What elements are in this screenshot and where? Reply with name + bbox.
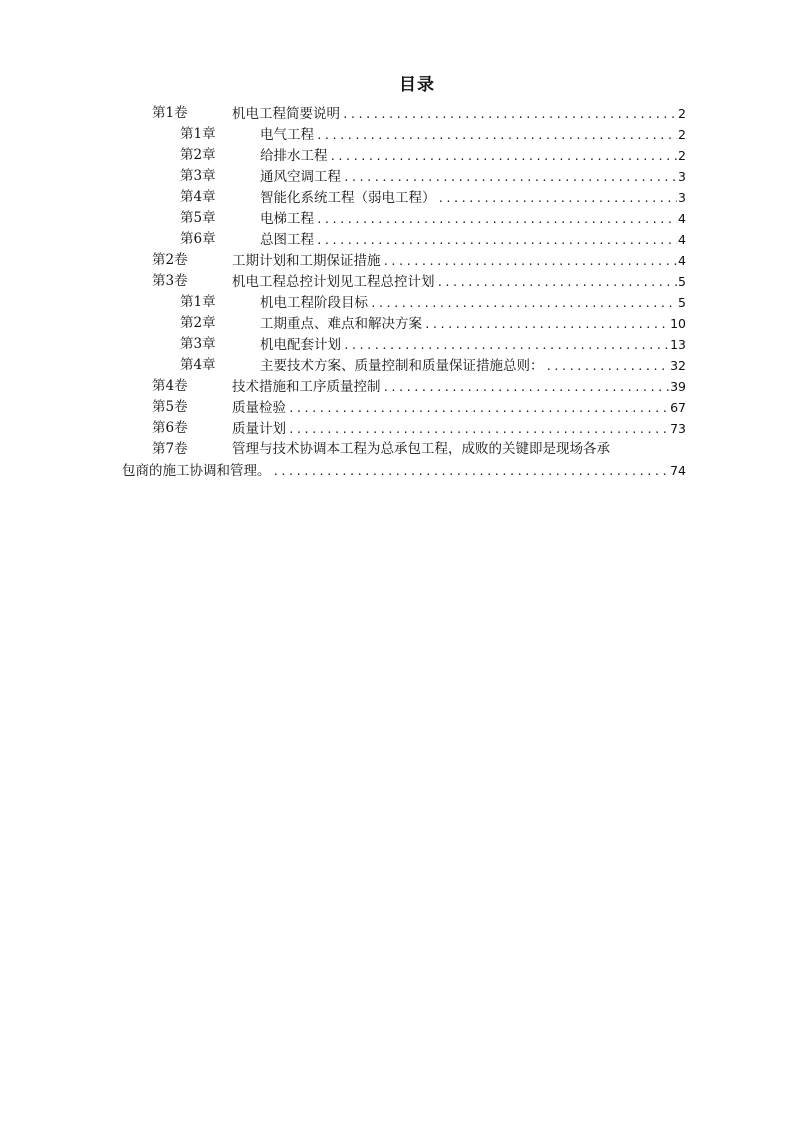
toc-dot-leader [546, 356, 670, 377]
toc-entry-number: 第5卷 [152, 399, 188, 415]
toc-entry-page: 10 [670, 316, 686, 331]
toc-entry-number: 第3章 [180, 336, 216, 352]
toc-entry-page: 32 [670, 358, 686, 373]
toc-entry[interactable] [0, 334, 794, 355]
table-of-contents [0, 103, 794, 481]
toc-entry-number: 第6卷 [152, 420, 188, 436]
toc-entry-page: 5 [678, 295, 686, 310]
toc-entry[interactable] [0, 271, 794, 292]
toc-entry-page: 3 [678, 169, 686, 184]
toc-dot-leader [383, 251, 678, 272]
toc-entry[interactable] [0, 355, 794, 376]
toc-entry[interactable] [0, 250, 794, 271]
toc-entry-number: 第2章 [180, 147, 216, 163]
toc-entry-number: 第2卷 [152, 252, 188, 268]
toc-title: 目录 [399, 75, 435, 95]
toc-dot-leader [316, 230, 677, 251]
toc-entry-number: 第4卷 [152, 378, 188, 394]
toc-dot-leader [273, 461, 670, 482]
toc-entry-title: 给排水工程 [260, 148, 328, 164]
toc-entry-page: 67 [670, 400, 686, 415]
toc-entry-title: 机电工程简要说明 [232, 106, 340, 122]
toc-dot-leader [424, 314, 669, 335]
toc-entry-title: 质量检验 [232, 400, 286, 416]
toc-entry-number: 第3卷 [152, 273, 188, 289]
toc-entry[interactable] [0, 313, 794, 334]
toc-entry[interactable] [0, 397, 794, 418]
toc-entry-title: 管理与技术协调本工程为总承包工程，成败的关键即是现场各承 [232, 441, 610, 457]
toc-entry-number: 第7卷 [152, 441, 188, 457]
toc-entry[interactable] [0, 103, 794, 124]
toc-dot-leader [288, 419, 669, 440]
toc-entry[interactable] [0, 376, 794, 397]
toc-dot-leader [437, 272, 678, 293]
toc-entry-title: 工期重点、难点和解决方案 [260, 316, 422, 332]
toc-dot-leader [370, 293, 677, 314]
toc-entry[interactable] [0, 418, 794, 439]
toc-entry-number: 第3章 [180, 168, 216, 184]
toc-entry-title-continued: 包商的施工协调和管理。 [122, 463, 271, 479]
toc-dot-leader [316, 125, 677, 146]
toc-entry-title: 机电配套计划 [260, 337, 341, 353]
toc-entry-number: 第2章 [180, 315, 216, 331]
toc-entry-title: 通风空调工程 [260, 169, 341, 185]
toc-entry[interactable] [0, 166, 794, 187]
toc-entry[interactable] [0, 229, 794, 250]
toc-entry-number: 第1章 [180, 126, 216, 142]
toc-entry-page: 74 [670, 463, 686, 478]
toc-entry-number: 第6章 [180, 231, 216, 247]
toc-entry-title: 总图工程 [260, 232, 314, 248]
toc-entry[interactable] [0, 208, 794, 229]
toc-entry-page: 4 [678, 232, 686, 247]
toc-entry-number: 第4章 [180, 357, 216, 373]
toc-entry-title: 电梯工程 [260, 211, 314, 227]
toc-entry-title: 质量计划 [232, 421, 286, 437]
toc-dot-leader [288, 398, 669, 419]
toc-entry-page: 4 [678, 253, 686, 268]
toc-dot-leader [343, 167, 677, 188]
toc-entry-page: 39 [670, 379, 686, 394]
toc-entry-continuation[interactable] [0, 460, 794, 481]
toc-dot-leader [343, 335, 669, 356]
toc-entry-page: 2 [678, 148, 686, 163]
toc-entry-title: 智能化系统工程（弱电工程） [260, 190, 436, 206]
toc-entry-title: 机电工程阶段目标 [260, 295, 368, 311]
toc-dot-leader [383, 377, 670, 398]
toc-entry[interactable] [0, 187, 794, 208]
toc-entry-number: 第5章 [180, 210, 216, 226]
toc-entry[interactable] [0, 292, 794, 313]
toc-entry-number: 第1卷 [152, 105, 188, 121]
toc-entry-title: 机电工程总控计划见工程总控计划 [232, 274, 435, 290]
toc-entry-title: 主要技术方案、质量控制和质量保证措施总则： [260, 358, 544, 374]
toc-entry-page: 5 [678, 274, 686, 289]
toc-entry[interactable] [0, 124, 794, 145]
toc-entry-page: 4 [678, 211, 686, 226]
toc-entry-number: 第1章 [180, 294, 216, 310]
toc-entry-page: 2 [678, 127, 686, 142]
toc-entry-page: 3 [678, 190, 686, 205]
toc-dot-leader [316, 209, 677, 230]
toc-entry[interactable] [0, 145, 794, 166]
toc-dot-leader [342, 104, 677, 125]
toc-dot-leader [438, 188, 678, 209]
toc-entry-page: 73 [670, 421, 686, 436]
toc-dot-leader [330, 146, 678, 167]
toc-entry-title: 工期计划和工期保证措施 [232, 253, 381, 269]
toc-entry-title: 技术措施和工序质量控制 [232, 379, 381, 395]
toc-entry-number: 第4章 [180, 189, 216, 205]
toc-entry-page: 2 [678, 106, 686, 121]
toc-entry-title: 电气工程 [260, 127, 314, 143]
toc-entry-page: 13 [670, 337, 686, 352]
toc-entry[interactable] [0, 439, 794, 460]
